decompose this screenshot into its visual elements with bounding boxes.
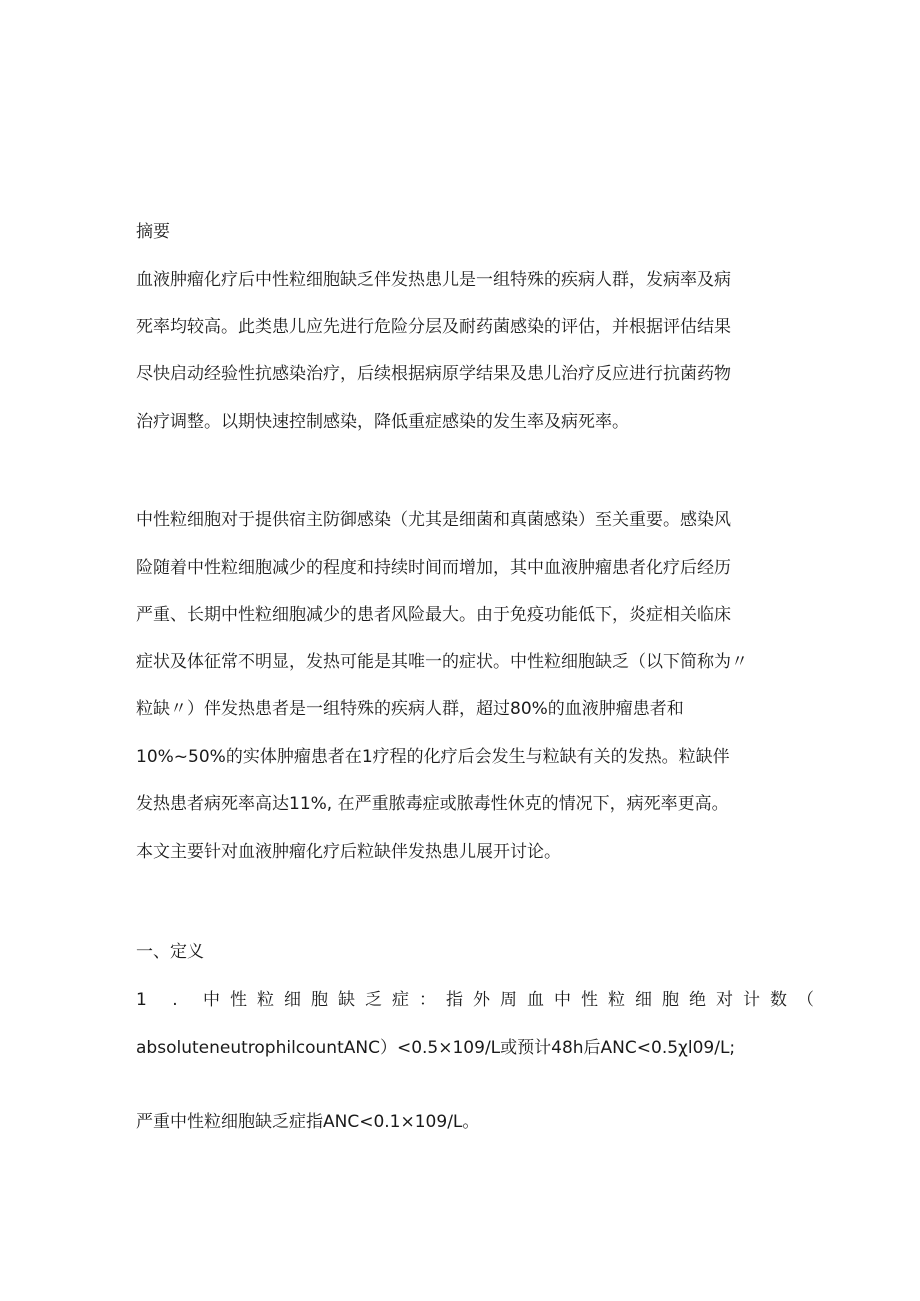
section-heading: 一、定义 <box>136 942 204 962</box>
intro-line: 本文主要针对血液肿瘤化疗后粒缺伴发热患儿展开讨论。 <box>136 842 561 862</box>
definition-line: 1 . 中性粒细胞缺乏症：指外周血中性粒细胞绝对计数（ <box>136 990 825 1010</box>
intro-line: 粒缺〃）伴发热患者是一组特殊的疾病人群，超过80%的血液肿瘤患者和 <box>136 699 684 719</box>
abstract-line: 治疗调整。以期快速控制感染，降低重症感染的发生率及病死率。 <box>136 412 629 432</box>
severe-definition: 严重中性粒细胞缺乏症指ANC<0.1×109∕L。 <box>136 1112 480 1132</box>
abstract-heading: 摘要 <box>136 222 170 242</box>
abstract-line: 尽快启动经验性抗感染治疗，后续根据病原学结果及患儿治疗反应进行抗菌药物 <box>136 364 731 384</box>
abstract-line: 死率均较高。此类患儿应先进行危险分层及耐药菌感染的评估，并根据评估结果 <box>136 317 731 337</box>
definition-line: absoluteneutrophilcountANC）<0.5×109∕L或预计48h后ANC<0.5χl09∕L; <box>136 1038 736 1058</box>
intro-line: 险随着中性粒细胞减少的程度和持续时间而增加，其中血液肿瘤患者化疗后经历 <box>136 558 731 578</box>
intro-line: 严重、长期中性粒细胞减少的患者风险最大。由于免疫功能低下，炎症相关临床 <box>136 605 731 625</box>
intro-line: 中性粒细胞对于提供宿主防御感染（尤其是细菌和真菌感染）至关重要。感染风 <box>136 510 731 530</box>
intro-line: 发热患者病死率高达11%, 在严重脓毒症或脓毒性休克的情况下，病死率更高。 <box>136 794 729 814</box>
document-title <box>0 126 920 150</box>
intro-line: 症状及体征常不明显，发热可能是其唯一的症状。中性粒细胞缺乏（以下简称为〃 <box>136 652 748 672</box>
abstract-line: 血液肿瘤化疗后中性粒细胞缺乏伴发热患儿是一组特殊的疾病人群，发病率及病 <box>136 270 731 290</box>
intro-line: 10%~50%的实体肿瘤患者在1疗程的化疗后会发生与粒缺有关的发热。粒缺伴 <box>136 747 730 767</box>
